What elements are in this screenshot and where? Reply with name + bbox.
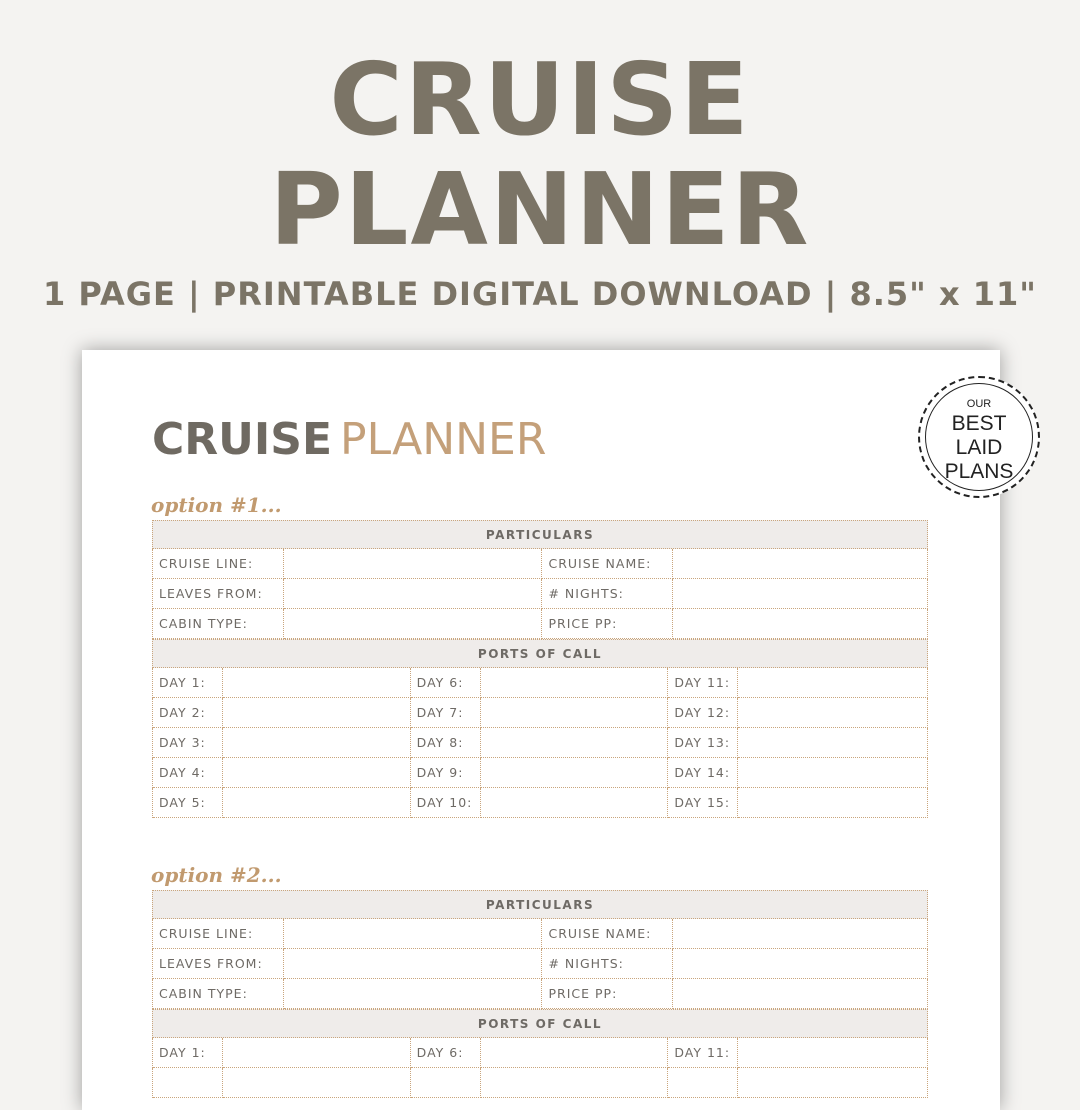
day-field[interactable] bbox=[223, 758, 411, 788]
cruise-name-field[interactable] bbox=[673, 549, 928, 579]
day-field[interactable] bbox=[223, 1068, 411, 1098]
sheet-title bbox=[152, 414, 547, 465]
leaves-from-label: LEAVES FROM: bbox=[153, 579, 284, 609]
day-row bbox=[152, 758, 928, 788]
day-field[interactable] bbox=[738, 788, 928, 818]
cabin-type-label: CABIN TYPE: bbox=[153, 979, 284, 1009]
ports-of-call-header: PORTS OF CALL bbox=[152, 1009, 928, 1038]
day-field[interactable] bbox=[738, 728, 928, 758]
day-row-partial bbox=[152, 1068, 928, 1098]
sheet-title-part-2: PLANNER bbox=[340, 414, 547, 465]
brand-seal-logo bbox=[918, 376, 1040, 498]
hero-title-line-2: PLANNER bbox=[269, 151, 811, 268]
day-label: DAY 10: bbox=[411, 788, 481, 818]
cruise-line-field[interactable] bbox=[284, 549, 543, 579]
particulars-header: PARTICULARS bbox=[152, 890, 928, 919]
day-label: DAY 14: bbox=[668, 758, 738, 788]
day-field[interactable] bbox=[481, 788, 669, 818]
leaves-from-field[interactable] bbox=[284, 949, 543, 979]
hero-title-line-1: CRUISE bbox=[329, 41, 751, 158]
cruise-name-label: CRUISE NAME: bbox=[542, 549, 673, 579]
cabin-type-field[interactable] bbox=[284, 979, 543, 1009]
day-label bbox=[411, 1068, 481, 1098]
nights-label: # NIGHTS: bbox=[542, 579, 673, 609]
option-2-label: option #2... bbox=[151, 863, 282, 887]
day-field[interactable] bbox=[481, 698, 669, 728]
day-label: DAY 2: bbox=[153, 698, 223, 728]
price-pp-field[interactable] bbox=[673, 609, 928, 639]
leaves-from-label: LEAVES FROM: bbox=[153, 949, 284, 979]
planner-sheet bbox=[82, 350, 1014, 1110]
day-row bbox=[152, 1038, 928, 1068]
option-2-table bbox=[152, 890, 928, 1098]
price-pp-label: PRICE PP: bbox=[542, 979, 673, 1009]
day-label: DAY 5: bbox=[153, 788, 223, 818]
day-field[interactable] bbox=[738, 1068, 928, 1098]
sheet-title-part-1: CRUISE bbox=[152, 414, 333, 465]
day-label: DAY 8: bbox=[411, 728, 481, 758]
day-field[interactable] bbox=[481, 1068, 669, 1098]
seal-text-laid: LAID bbox=[955, 436, 1003, 459]
day-row bbox=[152, 788, 928, 818]
day-label: DAY 1: bbox=[153, 668, 223, 698]
day-label bbox=[153, 1068, 223, 1098]
day-label: DAY 15: bbox=[668, 788, 738, 818]
particulars-header: PARTICULARS bbox=[152, 520, 928, 549]
day-field[interactable] bbox=[738, 668, 928, 698]
cruise-name-field[interactable] bbox=[673, 919, 928, 949]
price-pp-field[interactable] bbox=[673, 979, 928, 1009]
day-label: DAY 4: bbox=[153, 758, 223, 788]
day-field[interactable] bbox=[223, 668, 411, 698]
seal-text-our: OUR bbox=[966, 398, 992, 410]
hero-subtitle: 1 PAGE | PRINTABLE DIGITAL DOWNLOAD | 8.5" x 11" bbox=[43, 275, 1037, 313]
day-row bbox=[152, 668, 928, 698]
day-label bbox=[668, 1068, 738, 1098]
day-field[interactable] bbox=[223, 788, 411, 818]
day-field[interactable] bbox=[223, 728, 411, 758]
day-field[interactable] bbox=[481, 758, 669, 788]
seal-text-plans: PLANS bbox=[944, 460, 1014, 483]
seal-text-best: BEST bbox=[951, 412, 1007, 435]
cabin-type-field[interactable] bbox=[284, 609, 543, 639]
day-field[interactable] bbox=[223, 698, 411, 728]
day-field[interactable] bbox=[481, 728, 669, 758]
price-pp-label: PRICE PP: bbox=[542, 609, 673, 639]
nights-field[interactable] bbox=[673, 949, 928, 979]
nights-field[interactable] bbox=[673, 579, 928, 609]
leaves-from-field[interactable] bbox=[284, 579, 543, 609]
option-1-table bbox=[152, 520, 928, 818]
particulars-row bbox=[152, 979, 928, 1009]
day-label: DAY 6: bbox=[411, 1038, 481, 1068]
nights-label: # NIGHTS: bbox=[542, 949, 673, 979]
particulars-row bbox=[152, 549, 928, 579]
day-field[interactable] bbox=[481, 1038, 669, 1068]
day-field[interactable] bbox=[738, 758, 928, 788]
particulars-row bbox=[152, 919, 928, 949]
day-row bbox=[152, 698, 928, 728]
day-label: DAY 13: bbox=[668, 728, 738, 758]
cruise-name-label: CRUISE NAME: bbox=[542, 919, 673, 949]
cabin-type-label: CABIN TYPE: bbox=[153, 609, 284, 639]
particulars-row bbox=[152, 579, 928, 609]
cruise-line-field[interactable] bbox=[284, 919, 543, 949]
day-label: DAY 9: bbox=[411, 758, 481, 788]
day-field[interactable] bbox=[738, 698, 928, 728]
cruise-line-label: CRUISE LINE: bbox=[153, 919, 284, 949]
cruise-line-label: CRUISE LINE: bbox=[153, 549, 284, 579]
day-label: DAY 7: bbox=[411, 698, 481, 728]
day-label: DAY 11: bbox=[668, 1038, 738, 1068]
particulars-row bbox=[152, 949, 928, 979]
day-label: DAY 3: bbox=[153, 728, 223, 758]
day-field[interactable] bbox=[481, 668, 669, 698]
day-label: DAY 1: bbox=[153, 1038, 223, 1068]
particulars-row bbox=[152, 609, 928, 639]
day-field[interactable] bbox=[738, 1038, 928, 1068]
ports-of-call-header: PORTS OF CALL bbox=[152, 639, 928, 668]
day-label: DAY 11: bbox=[668, 668, 738, 698]
day-label: DAY 6: bbox=[411, 668, 481, 698]
day-row bbox=[152, 728, 928, 758]
option-1-label: option #1... bbox=[151, 493, 282, 517]
day-field[interactable] bbox=[223, 1038, 411, 1068]
day-label: DAY 12: bbox=[668, 698, 738, 728]
